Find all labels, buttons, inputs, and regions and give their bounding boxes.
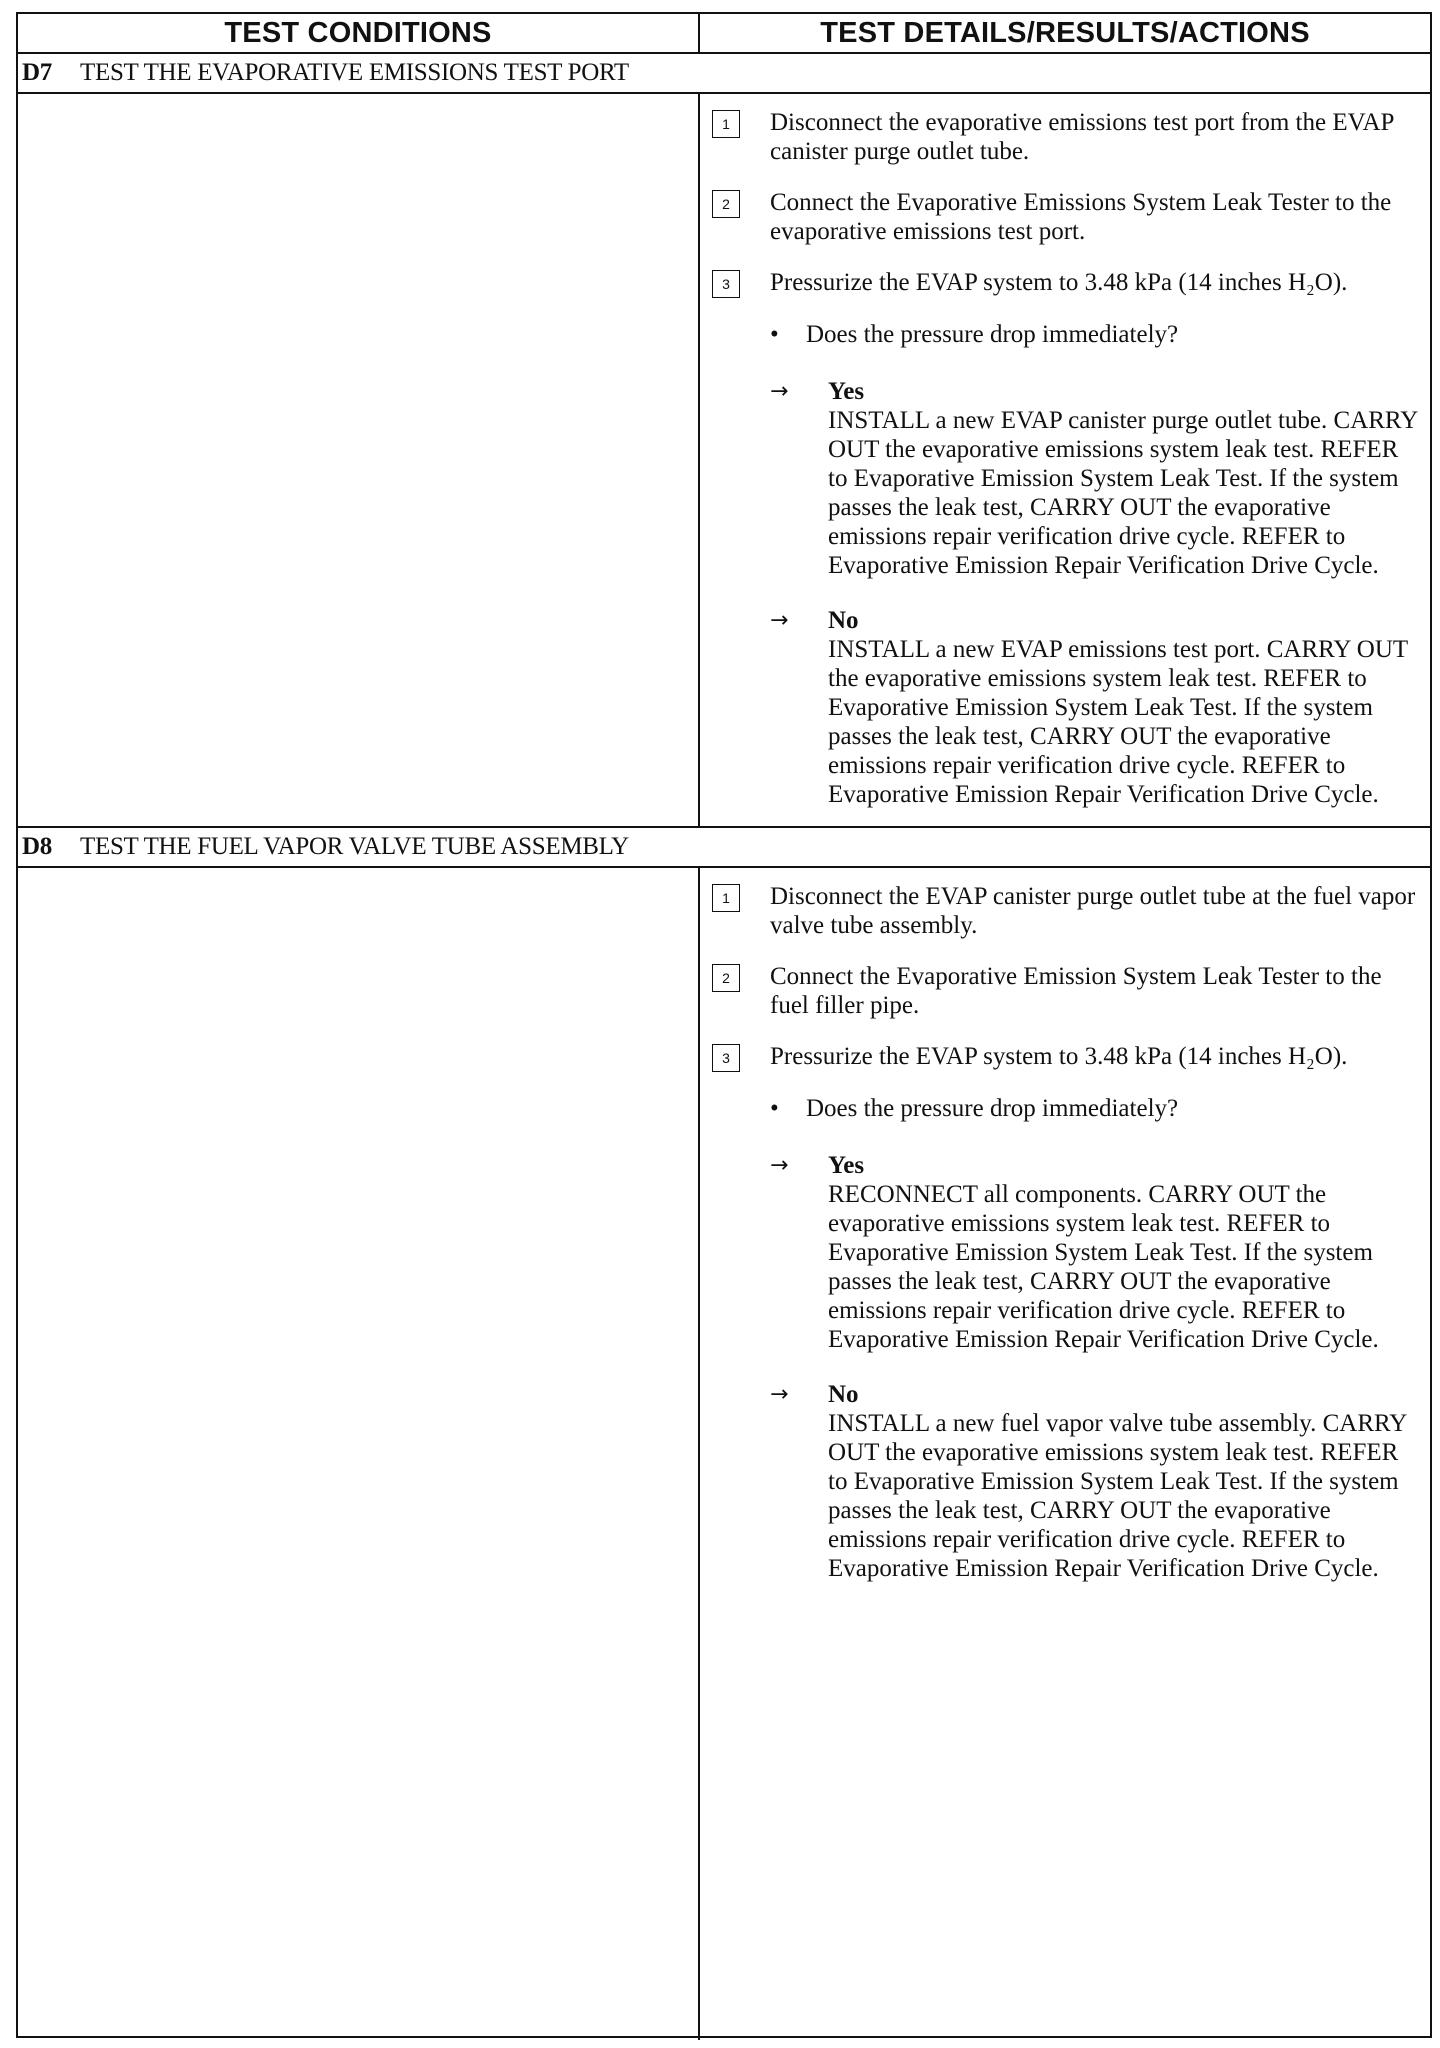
step-number-box: 2 — [712, 190, 740, 218]
action-text: Disconnect the EVAP canister purge outlet tube at the fuel vapor valve tube assembly. — [770, 883, 1416, 939]
question — [770, 1094, 1420, 1123]
step-number-box: 3 — [712, 1044, 740, 1072]
arrow-right-icon: → — [770, 379, 789, 404]
step-d8-body — [18, 868, 1430, 2040]
result-no — [770, 606, 1420, 809]
action-item — [712, 268, 1420, 298]
step-number-box: 1 — [712, 884, 740, 912]
table-header — [18, 14, 1430, 54]
header-test-conditions: TEST CONDITIONS — [18, 14, 700, 52]
step-number-box: 1 — [712, 110, 740, 138]
action-text: Disconnect the evaporative emissions test port from the EVAP canister purge outlet tube. — [770, 109, 1394, 165]
step-number-box: 3 — [712, 270, 740, 298]
arrow-right-icon: → — [770, 1382, 789, 1407]
action-item — [712, 1042, 1420, 1072]
bullet-icon: • — [770, 1095, 779, 1122]
action-text: Connect the Evaporative Emission System Leak Tester to the fuel filler pipe. — [770, 963, 1382, 1019]
question — [770, 320, 1420, 349]
action-item — [712, 962, 1420, 1020]
result-text: INSTALL a new EVAP canister purge outlet tube. CARRY OUT the evaporative emissions system leak test. REFER to Evaporative Emission System Leak Test. If the system passes the leak test, CARRY OUT the evaporative emissions repair verification drive cycle. REFER to Evaporative Emission Repair Verification Drive Cycle. — [828, 407, 1418, 579]
result-yes — [770, 377, 1420, 580]
action-item — [712, 188, 1420, 246]
action-text: Pressurize the EVAP system to 3.48 kPa (14 inches H₂O). — [770, 1043, 1348, 1070]
arrow-right-icon: → — [770, 608, 789, 633]
step-d8-title-row — [18, 828, 1430, 868]
action-item — [712, 108, 1420, 166]
test-details-cell — [700, 94, 1430, 826]
question-text: Does the pressure drop immediately? — [806, 321, 1179, 348]
result-label: No — [828, 607, 859, 634]
result-text: INSTALL a new EVAP emissions test port. CARRY OUT the evaporative emissions system leak test. REFER to Evaporative Emission System Leak Test. If the system passes the leak test, CARRY OUT the evaporative emissions repair verification drive cycle. REFER to Evaporative Emission Repair Verification Drive Cycle. — [828, 636, 1408, 808]
test-conditions-cell — [18, 868, 700, 2040]
step-number-box: 2 — [712, 964, 740, 992]
result-no — [770, 1380, 1420, 1583]
header-test-details: TEST DETAILS/RESULTS/ACTIONS — [820, 16, 1310, 49]
step-title: TEST THE FUEL VAPOR VALVE TUBE ASSEMBLY — [80, 833, 629, 860]
question-text: Does the pressure drop immediately? — [806, 1095, 1179, 1122]
step-code: D7 — [22, 59, 52, 86]
result-label: Yes — [828, 378, 865, 405]
action-item — [712, 882, 1420, 940]
test-conditions-cell — [18, 94, 700, 826]
result-text: RECONNECT all components. CARRY OUT the evaporative emissions system leak test. REFER to Evaporative Emission System Leak Test. If the system passes the leak test, CARRY OUT the evaporative emissions repair verification drive cycle. REFER to Evaporative Emission Repair Verification Drive Cycle. — [828, 1181, 1379, 1353]
result-text: INSTALL a new fuel vapor valve tube assembly. CARRY OUT the evaporative emissions system leak test. REFER to Evaporative Emission System Leak Test. If the system passes the leak test, CARRY OUT the evaporative emissions repair verification drive cycle. REFER to Evaporative Emission Repair Verification Drive Cycle. — [828, 1410, 1407, 1582]
step-title: TEST THE EVAPORATIVE EMISSIONS TEST PORT — [80, 59, 629, 86]
action-text: Pressurize the EVAP system to 3.48 kPa (14 inches H₂O). — [770, 269, 1348, 296]
step-d7-title-row — [18, 54, 1430, 94]
bullet-icon: • — [770, 321, 779, 348]
procedure-table — [16, 12, 1432, 2038]
step-d7-body — [18, 94, 1430, 828]
result-label: No — [828, 1381, 859, 1408]
test-details-cell — [700, 868, 1430, 2040]
action-text: Connect the Evaporative Emissions System Leak Tester to the evaporative emissions test port. — [770, 189, 1392, 245]
step-code: D8 — [22, 833, 52, 860]
result-label: Yes — [828, 1152, 865, 1179]
result-yes — [770, 1151, 1420, 1354]
arrow-right-icon: → — [770, 1153, 789, 1178]
